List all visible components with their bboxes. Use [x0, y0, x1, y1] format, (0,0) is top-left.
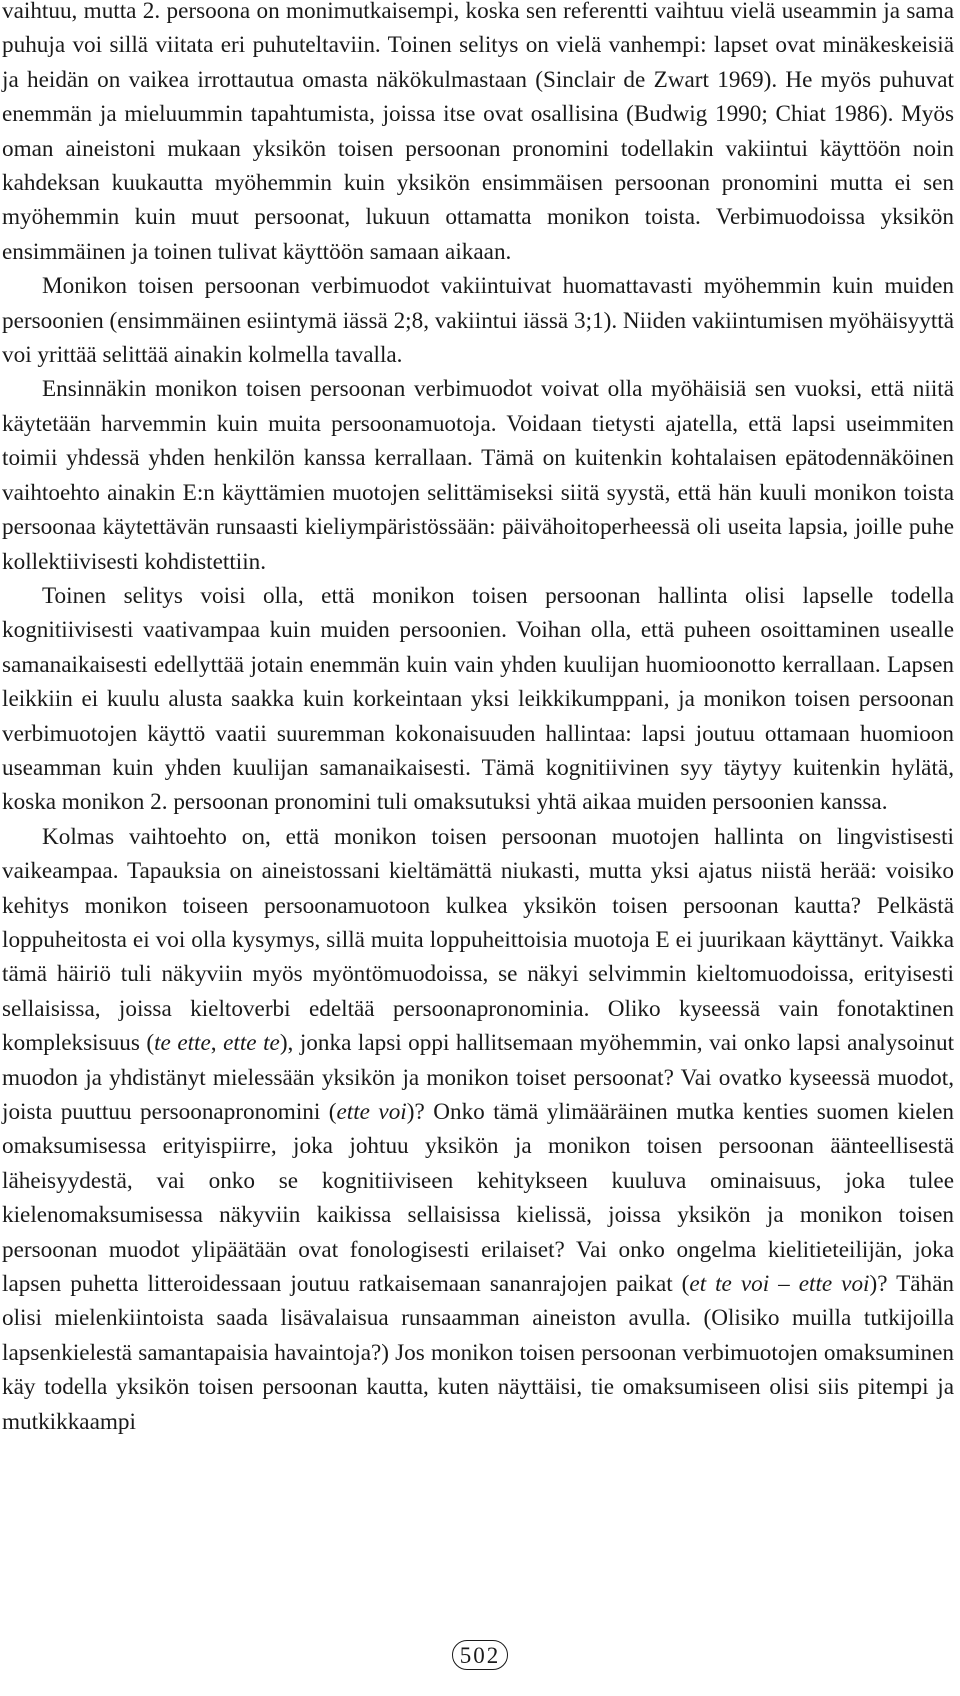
text-run: ), jonka lapsi oppi hallitsemaan myöhemmin, vai onko lapsi analysoinut muodon ja yhdistänyt mielessään yksikön ja monikon toiset persoonat? Vai ovatko kyseessä muodot, joista puuttuu persoonapronomini (: [2, 1030, 955, 1125]
italic-example: et te voi – ette voi: [689, 1271, 870, 1298]
page-number: 502: [452, 1640, 508, 1670]
text-run: Monikon toisen persoonan verbimuodot vakiintuivat huomattavasti myöhemmin kuin muiden persoonien (ensimmäinen esiintymä iässä 2;8, vakiintui iässä 3;1). Niiden vakiintumisen myöhäisyyttä voi yrittää selittää ainakin kolmella tavalla.: [2, 273, 954, 369]
text-run: )? Onko tämä ylimääräinen mutka kenties suomen kielen omaksumisessa erityispiirre, joka johtuu yksikön ja monikon toisen persoonan äänteellisestä läheisyydestä, vai onko se kognitiiviseen kehitykseen kuuluva ominaisuus, joka tulee kielenomaksumisessa näkyviin kaikissa sellaisissa kielissä, joissa yksikön ja monikon toisen persoonan muodot ylipäätään ovat fonologisesti erilaiset? Vai onko ongelma kielitieteilijän, joka lapsen puhetta litteroidessaan joutuu ratkaisemaan sananrajojen paikat (: [2, 1099, 955, 1298]
paragraph: [2, 269, 954, 372]
page-footer: [0, 1640, 960, 1670]
italic-example: ette te: [223, 1030, 280, 1057]
paragraph: [2, 820, 954, 1439]
text-run: Toinen selitys voisi olla, että monikon toisen persoonan hallinta olisi lapselle todella kognitiivisesti vaativampaa kuin muiden persoonien. Voihan olla, että puheen osoittaminen usealle samanaikaisesti edellyttää jotain enemmän kuin vain yhden kuulijan huomioonotto kerrallaan. Lapsen leikkiin ei kuulu alusta saakka kuin korkeintaan yksi leikkikumppani, ja monikon toisen persoonan verbimuotojen käyttö vaatii suuremman kokonaisuuden hallintaa: lapsi joutuu ottamaan huomioon useamman kuin yhden kuulijan samanaikaisesti. Tämä kognitiivinen syy täytyy kuitenkin hylätä, koska monikon 2. persoonan pronomini tuli omaksutuksi yhtä aikaa muiden persoonien kanssa.: [2, 582, 954, 816]
text-run: Ensinnäkin monikon toisen persoonan verbimuodot voivat olla myöhäisiä sen vuoksi, että niitä käytetään harvemmin kuin muita persoonamuotoja. Voidaan tietysti ajatella, että lapsi useimmiten toimii yhdessä yhden henkilön kanssa kerrallaan. Tämä on kuitenkin kohtalaisen epätodennäköinen vaihtoehto ainakin E:n käyttämien muotojen selittämiseksi siitä syystä, että hän kuuli monikon toista persoonaa käytettävän runsaasti kieliympäristössään: päivähoitoperheessä oli useita lapsia, joille puhe kollektiivisesti kohdistettiin.: [2, 376, 954, 575]
paragraph: [2, 0, 954, 269]
text-run: ,: [210, 1030, 224, 1057]
paragraph: [2, 579, 954, 820]
italic-example: te ette: [154, 1030, 211, 1057]
body-text: [2, 0, 954, 1439]
text-run: Kolmas vaihtoehto on, että monikon toisen persoonan muotojen hallinta on lingvistisesti vaikeampaa. Tapauksia on aineistossani kieltämättä niukasti, mutta yksi ajatus niistä herää: voisiko kehitys monikon toiseen persoonamuotoon kulkea yksikön toisen persoonan kautta? Pelkästä loppuheitosta ei voi olla kysymys, sillä muita loppuheittoisia muotoja E ei juurikaan käyttänyt. Vaikka tämä häiriö tuli näkyviin myös myöntömuodoissa, se näkyi selvimmin kieltomuodoissa, erityisesti sellaisissa, joissa kieltoverbi edeltää persoonapronominia. Oliko kyseessä vain fonotaktinen kompleksisuus (: [2, 823, 954, 1057]
text-run: vaihtuu, mutta 2. persoona on monimutkaisempi, koska sen referentti vaihtuu vielä useammin ja sama puhuja voi sillä viitata eri puhuteltaviin. Toinen selitys on vielä vanhempi: lapset ovat minäkeskeisiä ja heidän on vaikea irrottautua omasta näkökulmastaan (Sinclair de Zwart 1969). He myös puhuvat enemmän ja mieluummin tapahtumista, joissa itse ovat osallisina (Budwig 1990; Chiat 1986). Myös oman aineistoni mukaan yksikön toisen persoonan pronomini todellakin vakiintui käyttöön noin kahdeksan kuukautta myöhemmin kuin yksikön ensimmäisen persoonan pronomini mutta ei sen myöhemmin kuin muut persoonat, lukuun ottamatta monikon toista. Verbimuodoissa yksikön ensimmäinen ja toinen tulivat käyttöön samaan aikaan.: [2, 0, 954, 265]
text-run: )? Tähän olisi mielenkiintoista saada lisävalaisua runsaamman aineiston avulla. (Olisiko muilla tutkijoilla lapsenkielestä samantapaisia havaintoja?) Jos monikon toisen persoonan verbimuotojen omaksuminen käy todella yksikön toisen persoonan kautta, kuten näyttäisi, tie omaksumiseen olisi siis pitempi ja mutkikkaampi: [2, 1271, 955, 1435]
italic-example: ette voi: [336, 1099, 407, 1125]
paragraph: [2, 372, 954, 578]
